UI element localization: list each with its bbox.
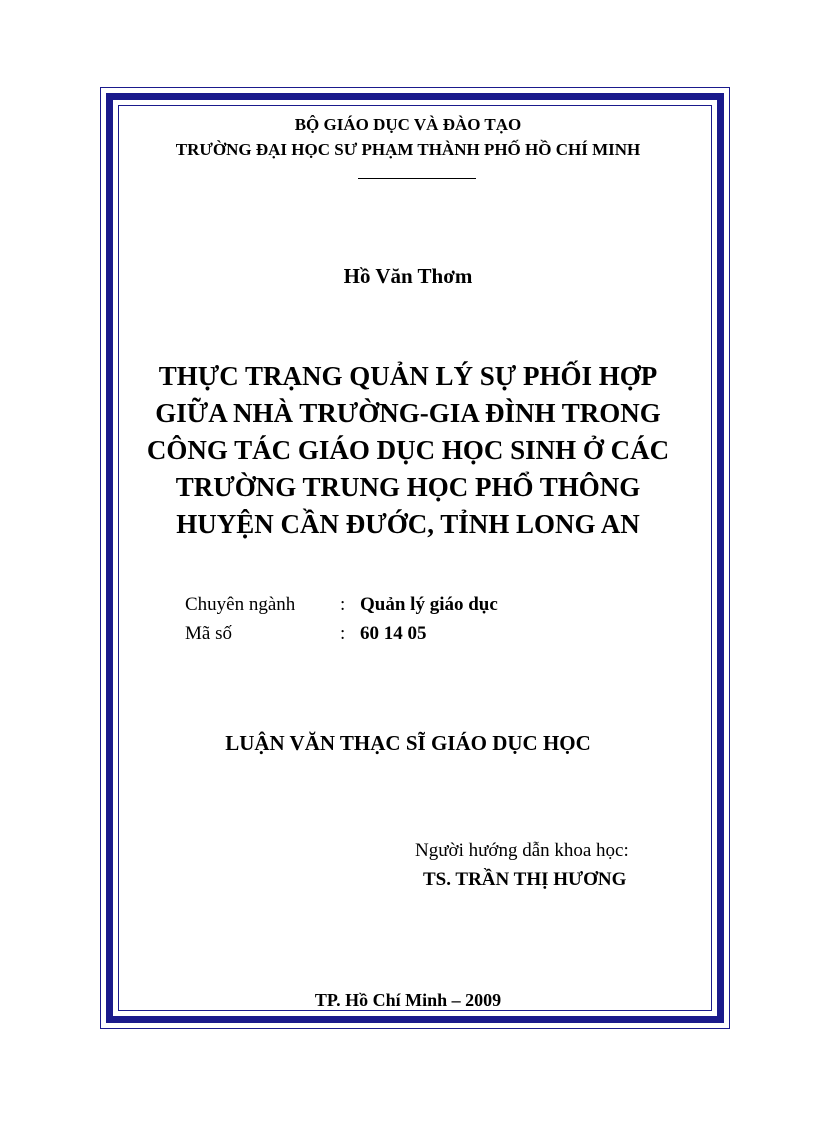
major-label: Chuyên ngành (185, 594, 296, 615)
code-row (185, 623, 645, 647)
major-row (185, 594, 645, 618)
title-line: HUYỆN CẦN ĐƯỚC, TỈNH LONG AN (176, 509, 640, 539)
header-divider (358, 178, 476, 179)
advisor-name: TS. TRẦN THỊ HƯƠNG (423, 869, 627, 890)
major-value: Quản lý giáo dục (360, 594, 498, 615)
university-name: TRƯỜNG ĐẠI HỌC SƯ PHẠM THÀNH PHỐ HỒ CHÍ MINH (175, 140, 641, 159)
title-line: GIỮA NHÀ TRƯỜNG-GIA ĐÌNH TRONG (155, 398, 661, 428)
code-separator: : (340, 623, 346, 644)
place-date: TP. Hồ Chí Minh – 2009 (314, 990, 502, 1010)
title-line: THỰC TRẠNG QUẢN LÝ SỰ PHỐI HỢP (158, 361, 658, 391)
title-line: TRƯỜNG TRUNG HỌC PHỔ THÔNG (175, 472, 641, 502)
code-label: Mã số (185, 623, 232, 644)
author-name: Hồ Văn Thơm (343, 264, 473, 288)
title-line: CÔNG TÁC GIÁO DỤC HỌC SINH Ở CÁC (146, 435, 670, 465)
code-value: 60 14 05 (360, 623, 427, 644)
advisor-label: Người hướng dẫn khoa học: (415, 840, 629, 861)
ministry-name: BỘ GIÁO DỤC VÀ ĐÀO TẠO (294, 115, 522, 134)
thesis-title (0, 358, 816, 543)
thesis-type: LUẬN VĂN THẠC SĨ GIÁO DỤC HỌC (225, 731, 591, 755)
major-separator: : (340, 594, 346, 615)
